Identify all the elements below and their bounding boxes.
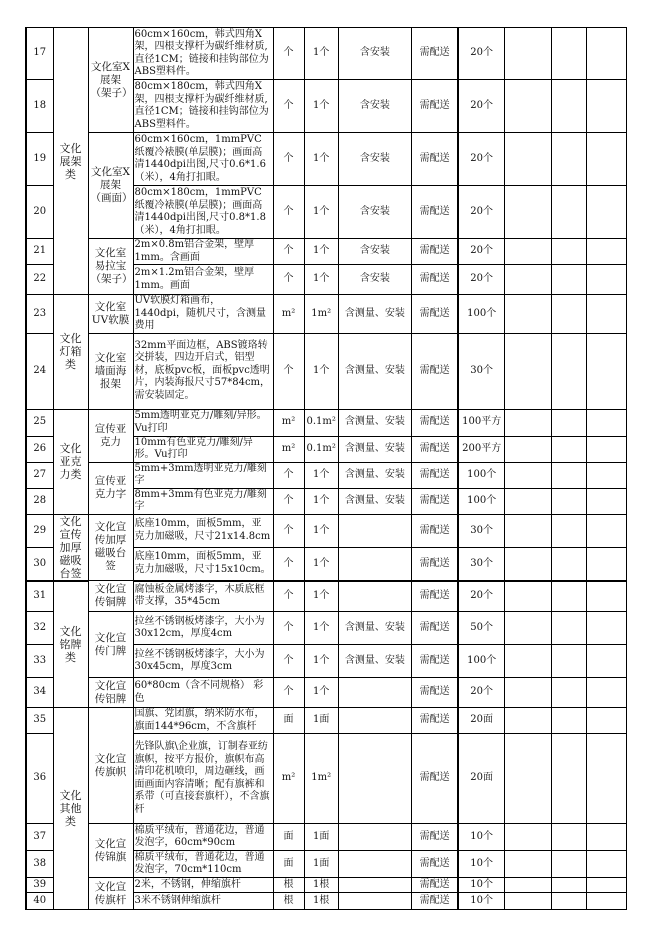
unit-cell: 个 [273, 80, 304, 133]
install-cell [338, 734, 411, 824]
delivery-cell: 需配送 [411, 133, 458, 186]
count-cell: 20个 [458, 28, 504, 80]
delivery-cell: 需配送 [411, 878, 458, 893]
delivery-cell: 需配送 [411, 514, 458, 548]
install-cell [338, 878, 411, 893]
subcategory-label: 文化宣传铜牌 [88, 581, 133, 612]
row-number: 32 [26, 612, 53, 645]
category-label: 文化铭牌类 [53, 581, 88, 708]
item-description: 3米不锈钢伸缩旗杆 [133, 893, 273, 910]
quantity-cell: 1个 [304, 133, 338, 186]
delivery-cell: 需配送 [411, 333, 458, 409]
category-label: 文化亚克力类 [53, 409, 88, 514]
subcategory-label: 文化宣传铝牌 [88, 678, 133, 708]
row-number: 33 [26, 645, 53, 678]
empty-cell [586, 893, 626, 910]
quantity-cell: 1个 [304, 80, 338, 133]
row-number: 17 [26, 28, 53, 80]
quantity-cell: 1个 [304, 514, 338, 548]
delivery-cell: 需配送 [411, 708, 458, 734]
delivery-cell: 需配送 [411, 265, 458, 295]
empty-cell [586, 133, 626, 186]
empty-cell [551, 333, 586, 409]
quantity-cell: 1m² [304, 734, 338, 824]
empty-cell [586, 678, 626, 708]
empty-cell [551, 708, 586, 734]
empty-cell [504, 333, 551, 409]
unit-cell: 个 [273, 333, 304, 409]
table-row [26, 824, 626, 851]
table-row [26, 612, 626, 645]
table-body [26, 28, 626, 910]
subcategory-label: 文化室墙面海报架 [88, 333, 133, 409]
count-cell: 100个 [458, 645, 504, 678]
unit-cell: 个 [273, 265, 304, 295]
item-description: 底座10mm，面板5mm，亚克力加磁吸，尺寸21x14.8cm [133, 514, 273, 548]
empty-cell [586, 708, 626, 734]
product-spec-table [25, 27, 627, 910]
delivery-cell: 需配送 [411, 645, 458, 678]
install-cell [338, 824, 411, 851]
empty-cell [504, 708, 551, 734]
empty-cell [504, 734, 551, 824]
empty-cell [551, 548, 586, 581]
count-cell: 100平方 [458, 409, 504, 436]
empty-cell [551, 645, 586, 678]
subcategory-label: 宣传亚克力字 [88, 462, 133, 514]
row-number: 29 [26, 514, 53, 548]
item-description: UV软膜灯箱画布，1440dpi，随机尺寸，含测量费用 [133, 295, 273, 334]
subcategory-label: 文化室X展架（架子） [88, 28, 133, 133]
empty-cell [504, 824, 551, 851]
install-cell [338, 548, 411, 581]
unit-cell: m² [273, 734, 304, 824]
unit-cell: 个 [273, 581, 304, 612]
count-cell: 20面 [458, 734, 504, 824]
quantity-cell: 1个 [304, 488, 338, 514]
row-number: 27 [26, 462, 53, 488]
delivery-cell: 需配送 [411, 436, 458, 462]
table-row [26, 678, 626, 708]
subcategory-label: 文化室UV软膜 [88, 295, 133, 334]
item-description: 2m×0.8m铝合金架，壁厚1mm。含画面 [133, 239, 273, 265]
empty-cell [586, 239, 626, 265]
table-row [26, 333, 626, 409]
unit-cell: 个 [273, 514, 304, 548]
empty-cell [551, 612, 586, 645]
delivery-cell: 需配送 [411, 239, 458, 265]
empty-cell [586, 462, 626, 488]
row-number: 30 [26, 548, 53, 581]
count-cell: 30个 [458, 333, 504, 409]
item-description: 60cm×160cm，韩式四角X架，四根支撑杆为碳纤维材质,直径1CM；链接和挂钩部位为ABS塑料件。 [133, 28, 273, 80]
count-cell: 10个 [458, 878, 504, 893]
empty-cell [586, 409, 626, 436]
delivery-cell: 需配送 [411, 678, 458, 708]
empty-cell [504, 436, 551, 462]
empty-cell [586, 851, 626, 878]
empty-cell [551, 734, 586, 824]
item-description: 棉质平绒布，普通花边，普通发泡字，70cm*110cm [133, 851, 273, 878]
row-number: 21 [26, 239, 53, 265]
empty-cell [504, 514, 551, 548]
table-row [26, 462, 626, 488]
empty-cell [551, 514, 586, 548]
empty-cell [551, 409, 586, 436]
quantity-cell: 1m² [304, 295, 338, 334]
count-cell: 200平方 [458, 436, 504, 462]
empty-cell [551, 878, 586, 893]
empty-cell [586, 80, 626, 133]
empty-cell [551, 80, 586, 133]
empty-cell [551, 678, 586, 708]
unit-cell: 个 [273, 186, 304, 239]
empty-cell [551, 488, 586, 514]
empty-cell [551, 265, 586, 295]
quantity-cell: 1面 [304, 824, 338, 851]
unit-cell: 面 [273, 708, 304, 734]
unit-cell: 个 [273, 645, 304, 678]
count-cell: 30个 [458, 514, 504, 548]
item-description: 腐蚀板金属烤漆字，木质底框带支撑，35*45cm [133, 581, 273, 612]
delivery-cell: 需配送 [411, 28, 458, 80]
empty-cell [586, 265, 626, 295]
row-number: 25 [26, 409, 53, 436]
quantity-cell: 1个 [304, 548, 338, 581]
install-cell: 含安装 [338, 133, 411, 186]
subcategory-label: 文化室X展架（画面） [88, 133, 133, 239]
empty-cell [504, 548, 551, 581]
count-cell: 100个 [458, 488, 504, 514]
empty-cell [504, 80, 551, 133]
subcategory-label: 文化宣传锦旗 [88, 824, 133, 878]
empty-cell [586, 28, 626, 80]
delivery-cell: 需配送 [411, 893, 458, 910]
unit-cell: 面 [273, 851, 304, 878]
empty-cell [586, 645, 626, 678]
count-cell: 20个 [458, 265, 504, 295]
subcategory-label: 文化宣传加厚磁吸台签 [88, 514, 133, 581]
item-description: 拉丝不锈钢板烤漆字，大小为30x12cm，厚度4cm [133, 612, 273, 645]
install-cell [338, 893, 411, 910]
item-description: 5mm透明亚克力/雕刻/异形。Vu打印 [133, 409, 273, 436]
delivery-cell: 需配送 [411, 295, 458, 334]
empty-cell [504, 678, 551, 708]
install-cell: 含测量、安装 [338, 462, 411, 488]
category-label: 文化宣传加厚磁吸台签 [53, 514, 88, 581]
empty-cell [586, 734, 626, 824]
empty-cell [586, 333, 626, 409]
item-description: 80cm×180cm，韩式四角X架，四根支撑杆为碳纤维材质,直径1CM；链接和挂钩部位为ABS塑料件。 [133, 80, 273, 133]
row-number: 18 [26, 80, 53, 133]
delivery-cell: 需配送 [411, 851, 458, 878]
empty-cell [504, 295, 551, 334]
count-cell: 20面 [458, 708, 504, 734]
item-description: 先锋队旗\企业旗，订制春亚纺旗帜，按平方报价，旗帜布高清印花机喷印，周边砸线，画面画面内容清晰；配有旗裤和系带（可直接套旗杆），不含旗杆 [133, 734, 273, 824]
unit-cell: 个 [273, 28, 304, 80]
table-row [26, 239, 626, 265]
quantity-cell: 1根 [304, 878, 338, 893]
table-row [26, 581, 626, 612]
item-description: 10mm有色亚克力/雕刻/异形。Vu打印 [133, 436, 273, 462]
table-row [26, 878, 626, 893]
count-cell: 100个 [458, 462, 504, 488]
unit-cell: 个 [273, 612, 304, 645]
delivery-cell: 需配送 [411, 581, 458, 612]
install-cell: 含安装 [338, 80, 411, 133]
count-cell: 50个 [458, 612, 504, 645]
row-number: 38 [26, 851, 53, 878]
empty-cell [586, 548, 626, 581]
table-row [26, 708, 626, 734]
unit-cell: 个 [273, 462, 304, 488]
count-cell: 10个 [458, 851, 504, 878]
count-cell: 20个 [458, 678, 504, 708]
row-number: 36 [26, 734, 53, 824]
empty-cell [504, 265, 551, 295]
unit-cell: 面 [273, 824, 304, 851]
install-cell: 含安装 [338, 265, 411, 295]
item-description: 2m×1.2m铝合金架，壁厚1mm。画面 [133, 265, 273, 295]
empty-cell [504, 851, 551, 878]
empty-cell [504, 133, 551, 186]
install-cell: 含测量、安装 [338, 436, 411, 462]
empty-cell [504, 645, 551, 678]
delivery-cell: 需配送 [411, 734, 458, 824]
count-cell: 100个 [458, 295, 504, 334]
item-description: 8mm+3mm有色亚克力/雕刻字 [133, 488, 273, 514]
empty-cell [504, 409, 551, 436]
empty-cell [504, 28, 551, 80]
count-cell: 20个 [458, 239, 504, 265]
count-cell: 20个 [458, 186, 504, 239]
quantity-cell: 1个 [304, 239, 338, 265]
install-cell [338, 708, 411, 734]
empty-cell [551, 824, 586, 851]
empty-cell [504, 581, 551, 612]
table-row [26, 295, 626, 334]
empty-cell [504, 612, 551, 645]
row-number: 39 [26, 878, 53, 893]
empty-cell [551, 893, 586, 910]
subcategory-label: 文化宣传旗帜 [88, 708, 133, 824]
empty-cell [504, 239, 551, 265]
count-cell: 10个 [458, 893, 504, 910]
subcategory-label: 宣传亚克力 [88, 409, 133, 462]
row-number: 26 [26, 436, 53, 462]
quantity-cell: 1个 [304, 612, 338, 645]
install-cell: 含测量、安装 [338, 488, 411, 514]
quantity-cell: 1个 [304, 28, 338, 80]
empty-cell [551, 295, 586, 334]
row-number: 22 [26, 265, 53, 295]
empty-cell [551, 28, 586, 80]
install-cell: 含安装 [338, 28, 411, 80]
subcategory-label: 文化宣传旗杆 [88, 878, 133, 910]
quantity-cell: 1个 [304, 678, 338, 708]
empty-cell [586, 295, 626, 334]
install-cell [338, 514, 411, 548]
install-cell: 含测量、安装 [338, 645, 411, 678]
unit-cell: 个 [273, 488, 304, 514]
quantity-cell: 0.1m² [304, 409, 338, 436]
quantity-cell: 1个 [304, 645, 338, 678]
empty-cell [551, 462, 586, 488]
empty-cell [504, 893, 551, 910]
empty-cell [551, 186, 586, 239]
item-description: 5mm+3mm透明亚克力/雕刻字 [133, 462, 273, 488]
row-number: 35 [26, 708, 53, 734]
table-row [26, 28, 626, 80]
row-number: 40 [26, 893, 53, 910]
quantity-cell: 1面 [304, 708, 338, 734]
empty-cell [551, 436, 586, 462]
category-label: 文化其他类 [53, 708, 88, 910]
count-cell: 20个 [458, 133, 504, 186]
unit-cell: 个 [273, 678, 304, 708]
item-description: 国旗、党团旗，纳米防水布，旗面144*96cm，不含旗杆 [133, 708, 273, 734]
table-row [26, 514, 626, 548]
unit-cell: 个 [273, 133, 304, 186]
row-number: 34 [26, 678, 53, 708]
delivery-cell: 需配送 [411, 488, 458, 514]
row-number: 20 [26, 186, 53, 239]
row-number: 31 [26, 581, 53, 612]
delivery-cell: 需配送 [411, 462, 458, 488]
quantity-cell: 1面 [304, 851, 338, 878]
unit-cell: m² [273, 409, 304, 436]
delivery-cell: 需配送 [411, 409, 458, 436]
quantity-cell: 1根 [304, 893, 338, 910]
empty-cell [551, 239, 586, 265]
count-cell: 20个 [458, 581, 504, 612]
item-description: 2米，不锈钢，伸缩旗杆 [133, 878, 273, 893]
table-row [26, 409, 626, 436]
unit-cell: m² [273, 436, 304, 462]
empty-cell [504, 488, 551, 514]
delivery-cell: 需配送 [411, 824, 458, 851]
row-number: 19 [26, 133, 53, 186]
quantity-cell: 0.1m² [304, 436, 338, 462]
item-description: 棉质平绒布，普通花边，普通发泡字，60cm*90cm [133, 824, 273, 851]
install-cell: 含测量、安装 [338, 612, 411, 645]
empty-cell [586, 436, 626, 462]
delivery-cell: 需配送 [411, 80, 458, 133]
empty-cell [504, 186, 551, 239]
empty-cell [551, 851, 586, 878]
unit-cell: 个 [273, 239, 304, 265]
table-row [26, 133, 626, 186]
row-number: 24 [26, 333, 53, 409]
delivery-cell: 需配送 [411, 612, 458, 645]
count-cell: 20个 [458, 80, 504, 133]
row-number: 28 [26, 488, 53, 514]
empty-cell [551, 581, 586, 612]
quantity-cell: 1个 [304, 186, 338, 239]
item-description: 32mm平面边框，ABS镀珞转交拼装，四边开启式，铝型材，底板pvc板，面板pvc透明片，内装海报尺寸57*84cm，需安装固定。 [133, 333, 273, 409]
empty-cell [586, 878, 626, 893]
item-description: 拉丝不锈钢板烤漆字，大小为30x45cm，厚度3cm [133, 645, 273, 678]
unit-cell: 个 [273, 548, 304, 581]
unit-cell: 根 [273, 878, 304, 893]
install-cell [338, 678, 411, 708]
install-cell: 含测量、安装 [338, 295, 411, 334]
category-label: 文化灯箱类 [53, 295, 88, 410]
delivery-cell: 需配送 [411, 186, 458, 239]
empty-cell [504, 878, 551, 893]
install-cell [338, 851, 411, 878]
unit-cell: m² [273, 295, 304, 334]
quantity-cell: 1个 [304, 462, 338, 488]
install-cell: 含测量、安装 [338, 409, 411, 436]
empty-cell [586, 612, 626, 645]
install-cell [338, 581, 411, 612]
empty-cell [551, 133, 586, 186]
count-cell: 30个 [458, 548, 504, 581]
install-cell: 含安装 [338, 239, 411, 265]
empty-cell [586, 488, 626, 514]
delivery-cell: 需配送 [411, 548, 458, 581]
count-cell: 10个 [458, 824, 504, 851]
item-description: 60cm×160cm，1mmPVC纸覆冷裱膜(单层膜)；画面高清1440dpi出图,尺寸0.6*1.6（米），4角打扣眼。 [133, 133, 273, 186]
empty-cell [586, 514, 626, 548]
empty-cell [504, 462, 551, 488]
row-number: 37 [26, 824, 53, 851]
item-description: 60*80cm（含不同规格） 彩色 [133, 678, 273, 708]
subcategory-label: 文化宣传门牌 [88, 612, 133, 678]
quantity-cell: 1个 [304, 581, 338, 612]
category-label: 文化展架类 [53, 28, 88, 295]
empty-cell [586, 186, 626, 239]
install-cell: 含测量、安装 [338, 333, 411, 409]
row-number: 23 [26, 295, 53, 334]
item-description: 底座10mm，面板5mm，亚克力加磁吸，尺寸15x10cm。 [133, 548, 273, 581]
install-cell: 含安装 [338, 186, 411, 239]
empty-cell [586, 824, 626, 851]
empty-cell [586, 581, 626, 612]
item-description: 80cm×180cm，1mmPVC纸覆冷裱膜(单层膜)；画面高清1440dpi出图,尺寸0.8*1.8（米），4角打扣眼。 [133, 186, 273, 239]
subcategory-label: 文化室易拉宝（架子） [88, 239, 133, 295]
unit-cell: 根 [273, 893, 304, 910]
quantity-cell: 1个 [304, 265, 338, 295]
quantity-cell: 1个 [304, 333, 338, 409]
